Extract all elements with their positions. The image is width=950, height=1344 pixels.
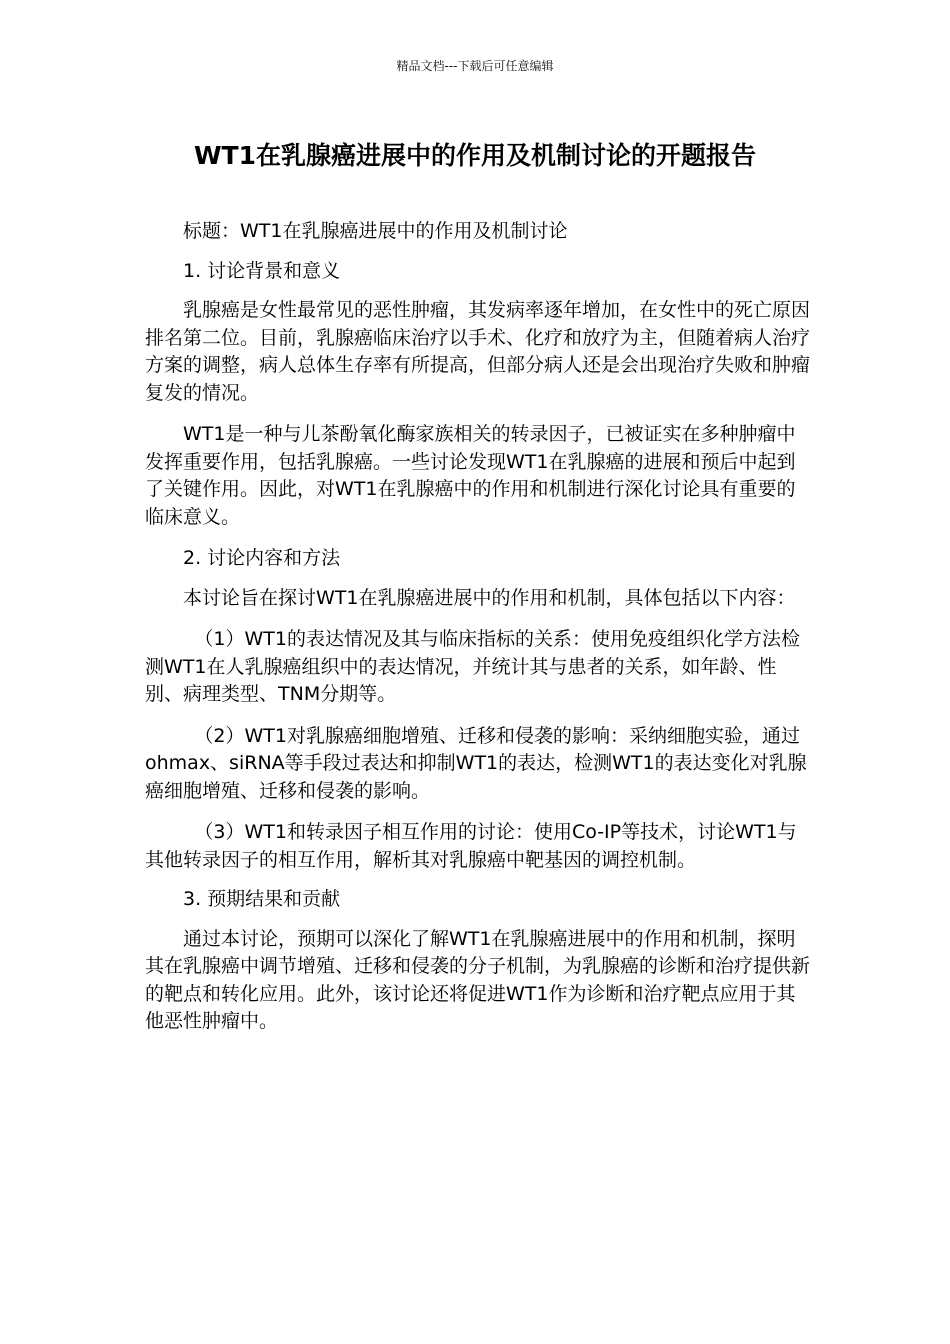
section-heading-results: 3. 预期结果和贡献: [183, 888, 341, 910]
paragraph-background: 乳腺癌是女性最常见的恶性肿瘤，其发病率逐年增加，在女性中的死亡原因排名第二位。目前，乳腺癌临床治疗以手术、化疗和放疗为主，但随着病人治疗方案的调整，病人总体生存率有所提高，但部分病人还是会出现治疗失败和肿瘤复发的情况。: [145, 299, 811, 404]
method-item-1: （1）WT1的表达情况及其与临床指标的关系：使用免疫组织化学方法检测WT1在人乳腺癌组织中的表达情况，并统计其与患者的关系，如年龄、性别、病理类型、TNM分期等。: [145, 628, 800, 705]
document-body: [145, 218, 813, 1036]
paragraph-wt1-intro: WT1是一种与儿茶酚氧化酶家族相关的转录因子，已被证实在多种肿瘤中发挥重要作用，包括乳腺癌。一些讨论发现WT1在乳腺癌的进展和预后中起到了关键作用。因此，对WT1在乳腺癌中的作用和机制进行深化讨论具有重要的临床意义。: [145, 423, 796, 528]
section-heading-background: 1. 讨论背景和意义: [183, 259, 341, 282]
document-title: WT1在乳腺癌进展中的作用及机制讨论的开题报告: [193, 141, 757, 170]
paragraph-results: 通过本讨论，预期可以深化了解WT1在乳腺癌进展中的作用和机制，探明其在乳腺癌中调节增殖、迁移和侵袭的分子机制，为乳腺癌的诊断和治疗提供新的靶点和转化应用。此外，该讨论还将促进WT1作为诊断和治疗靶点应用于其他恶性肿瘤中。: [145, 927, 811, 1032]
header-note: 精品文档---下载后可任意编辑: [396, 59, 554, 73]
section-heading-methods: 2. 讨论内容和方法: [183, 547, 341, 569]
method-item-3: （3）WT1和转录因子相互作用的讨论：使用Co-IP等技术，讨论WT1与其他转录因子的相互作用，解析其对乳腺癌中靶基因的调控机制。: [145, 821, 797, 871]
paragraph-methods-intro: 本讨论旨在探讨WT1在乳腺癌进展中的作用和机制，具体包括以下内容：: [183, 586, 796, 609]
method-item-2: （2）WT1对乳腺癌细胞增殖、迁移和侵袭的影响：采纳细胞实验，通过ohmax、siRNA等手段过表达和抑制WT1的表达，检测WT1的表达变化对乳腺癌细胞增殖、迁移和侵袭的影响。: [145, 724, 807, 802]
subject-line: 标题：WT1在乳腺癌进展中的作用及机制讨论: [183, 220, 568, 242]
